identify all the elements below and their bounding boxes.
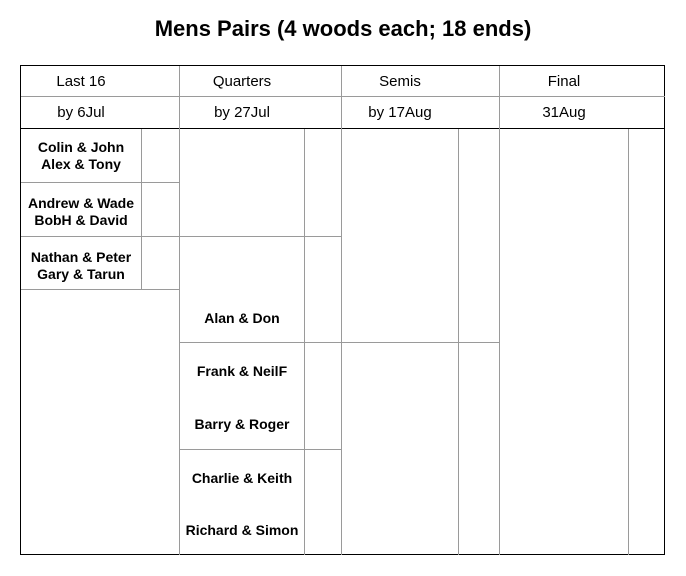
semis-row-line <box>342 342 499 343</box>
pair-name: Colin & John <box>37 139 125 155</box>
round-date-semis: by 17Aug <box>368 104 432 121</box>
quarters-pair: Frank & NeilF <box>196 363 288 379</box>
round-date-last16: by 6Jul <box>57 104 105 121</box>
round-name-final: Final <box>547 73 581 90</box>
pair-name: BobH & David <box>34 212 128 228</box>
round-name-last16: Last 16 <box>56 73 106 90</box>
pair-name: Gary & Tarun <box>37 266 125 282</box>
pair-name: Andrew & Wade <box>27 195 135 211</box>
quarters-pair: Richard & Simon <box>185 522 299 538</box>
round-date-final: 31Aug <box>542 104 586 121</box>
header-divider <box>21 96 665 97</box>
score-divider-final <box>628 129 629 555</box>
quarters-row-line <box>180 236 341 237</box>
round-name-quarters: Quarters <box>212 73 272 90</box>
score-divider-last16 <box>141 129 142 289</box>
pair-name: Alex & Tony <box>41 156 121 172</box>
page-title: Mens Pairs (4 woods each; 18 ends) <box>154 16 532 41</box>
last16-match-3 <box>21 249 141 283</box>
last16-match-2 <box>21 195 141 229</box>
column-divider-semis <box>499 66 500 555</box>
header-bottom-border <box>21 128 665 129</box>
column-divider-quarters <box>341 66 342 555</box>
last16-match-1 <box>21 139 141 173</box>
round-name-semis: Semis <box>379 73 421 90</box>
quarters-pair: Barry & Roger <box>194 416 290 432</box>
pair-name: Nathan & Peter <box>30 249 132 265</box>
last16-row-line <box>21 236 179 237</box>
last16-row-line <box>21 289 179 290</box>
quarters-row-line <box>180 449 341 450</box>
quarters-pair: Alan & Don <box>204 310 280 326</box>
last16-row-line <box>21 182 179 183</box>
quarters-pair: Charlie & Keith <box>191 470 293 486</box>
quarters-row-line <box>180 342 341 343</box>
round-date-quarters: by 27Jul <box>214 104 270 121</box>
